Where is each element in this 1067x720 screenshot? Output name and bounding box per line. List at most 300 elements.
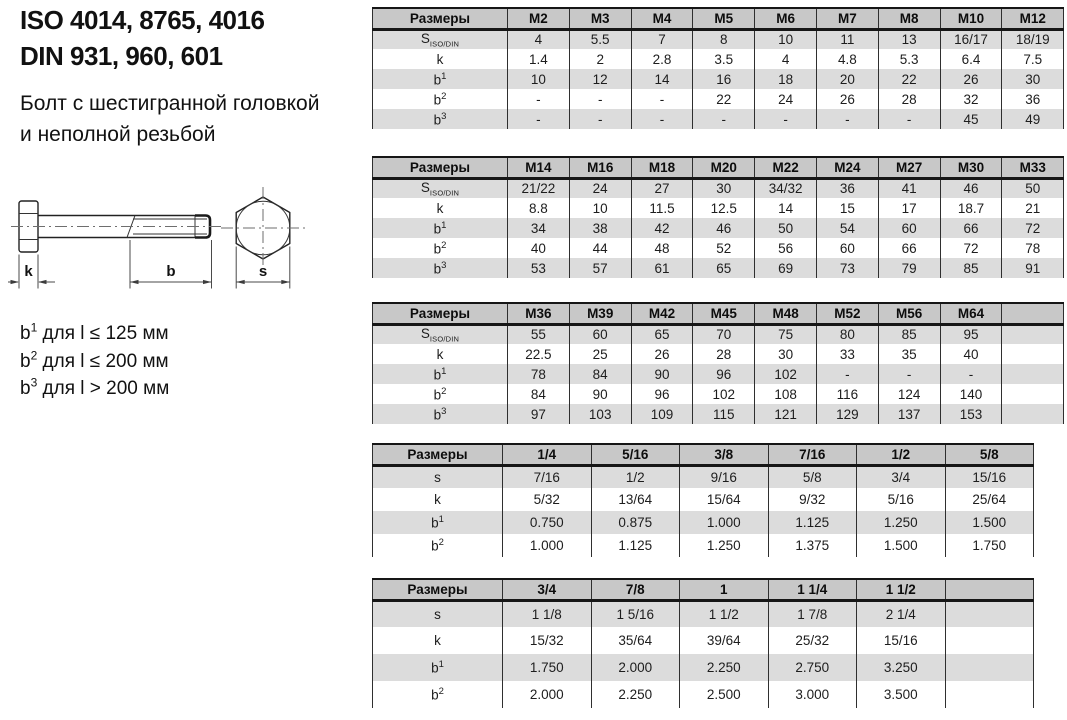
product-description <box>20 88 319 150</box>
row-label: k <box>373 198 508 218</box>
value-cell: 21 <box>1002 198 1064 218</box>
value-cell: - <box>755 109 817 129</box>
value-cell: 91 <box>1002 258 1064 278</box>
value-cell: 1.125 <box>768 511 857 534</box>
value-cell: 97 <box>508 404 570 424</box>
value-cell: 55 <box>508 324 570 344</box>
value-cell: 1.125 <box>591 534 680 557</box>
value-cell: 35 <box>878 344 940 364</box>
table-row <box>373 89 1064 109</box>
value-cell: 66 <box>878 238 940 258</box>
size-column-header: M45 <box>693 303 755 324</box>
value-cell: 129 <box>816 404 878 424</box>
row-label: $b^3$ <box>373 109 508 129</box>
value-cell: 1 1/2 <box>680 600 769 627</box>
value-cell: 60 <box>816 238 878 258</box>
row-label: $b^2$ <box>373 534 503 557</box>
value-cell: 8 <box>693 29 755 49</box>
value-cell: 26 <box>631 344 693 364</box>
arrowhead <box>11 280 20 284</box>
value-cell: 45 <box>940 109 1002 129</box>
value-cell: 48 <box>631 238 693 258</box>
value-cell: 50 <box>1002 178 1064 198</box>
value-cell: 18/19 <box>1002 29 1064 49</box>
value-cell: - <box>631 89 693 109</box>
value-cell: 32 <box>940 89 1002 109</box>
table-metric-m2-m12 <box>372 7 1064 129</box>
value-cell: 69 <box>755 258 817 278</box>
dim-table-metric-m14-m33 <box>372 156 1064 278</box>
value-cell: 60 <box>569 324 631 344</box>
value-cell: 80 <box>816 324 878 344</box>
value-cell: 25/64 <box>945 488 1034 511</box>
thread-length-notes <box>20 320 169 403</box>
dimension-b <box>130 240 212 289</box>
size-column-header: 3/4 <box>503 579 592 600</box>
value-cell: 2.750 <box>768 654 857 681</box>
size-column-header: M18 <box>631 157 693 178</box>
iso-standards-line: ISO 4014, 8765, 4016 <box>20 5 265 35</box>
value-cell: 3.250 <box>857 654 946 681</box>
value-cell: 5/32 <box>503 488 592 511</box>
value-cell: 7 <box>631 29 693 49</box>
size-column-header: M6 <box>755 8 817 29</box>
value-cell: 73 <box>816 258 878 278</box>
value-cell: 30 <box>693 178 755 198</box>
value-cell: - <box>816 364 878 384</box>
table-inch-small <box>372 443 1034 557</box>
value-cell: 102 <box>755 364 817 384</box>
row-label: $b^1$ <box>373 511 503 534</box>
note-line: $b^3$ для l > 200 мм <box>20 375 170 399</box>
value-cell: 57 <box>569 258 631 278</box>
value-cell: 1.750 <box>945 534 1034 557</box>
bolt-side-view <box>11 201 224 252</box>
blank-column-header <box>945 579 1034 600</box>
value-cell: 96 <box>631 384 693 404</box>
value-cell: 84 <box>569 364 631 384</box>
standards-title <box>20 2 264 74</box>
value-cell: 40 <box>508 238 570 258</box>
value-cell: 26 <box>940 69 1002 89</box>
table-row <box>373 404 1064 424</box>
row-label: $b^3$ <box>373 404 508 424</box>
row-label: k <box>373 488 503 511</box>
value-cell: - <box>508 109 570 129</box>
value-cell: 11 <box>816 29 878 49</box>
size-column-header: M10 <box>940 8 1002 29</box>
value-cell: 2.250 <box>680 654 769 681</box>
table-row <box>373 344 1064 364</box>
value-cell: 15/32 <box>503 627 592 654</box>
table-row <box>373 654 1034 681</box>
value-cell: 78 <box>508 364 570 384</box>
bolt-end-view <box>221 187 305 269</box>
value-cell: 2.250 <box>591 681 680 708</box>
value-cell: 4 <box>508 29 570 49</box>
size-column-header: 1 <box>680 579 769 600</box>
table-header-label: Размеры <box>373 8 508 29</box>
table-row <box>373 511 1034 534</box>
dim-b-label: b <box>166 263 176 280</box>
table-row <box>373 109 1064 129</box>
value-cell: 46 <box>693 218 755 238</box>
value-cell: 30 <box>1002 69 1064 89</box>
bolt-drawing-svg <box>8 186 353 304</box>
value-cell: 28 <box>693 344 755 364</box>
value-cell: 34 <box>508 218 570 238</box>
value-cell: 38 <box>569 218 631 238</box>
row-label: $b^1$ <box>373 218 508 238</box>
row-label: $S_{ISO/DIN}$ <box>373 29 508 49</box>
value-cell: 65 <box>631 324 693 344</box>
dimension-k <box>8 255 55 289</box>
value-cell: 1.250 <box>857 511 946 534</box>
value-cell: 3.5 <box>693 49 755 69</box>
value-cell: 30 <box>755 344 817 364</box>
table-row <box>373 465 1034 488</box>
value-cell: 18.7 <box>940 198 1002 218</box>
value-cell: 33 <box>816 344 878 364</box>
arrowhead <box>281 280 290 284</box>
row-label: $b^1$ <box>373 654 503 681</box>
value-cell: 7.5 <box>1002 49 1064 69</box>
dim-s-label: s <box>258 263 268 280</box>
arrowhead <box>38 280 47 284</box>
value-cell: 15/16 <box>857 627 946 654</box>
value-cell: 11.5 <box>631 198 693 218</box>
bolt-technical-drawing <box>8 186 353 304</box>
row-label: $S_{ISO/DIN}$ <box>373 324 508 344</box>
table-header-label: Размеры <box>373 303 508 324</box>
value-cell: 95 <box>940 324 1002 344</box>
arrowhead <box>130 280 139 284</box>
value-cell: - <box>693 109 755 129</box>
value-cell: 53 <box>508 258 570 278</box>
blank-cell <box>945 600 1034 627</box>
size-column-header: M33 <box>1002 157 1064 178</box>
value-cell: 18 <box>755 69 817 89</box>
value-cell: 26 <box>816 89 878 109</box>
value-cell: 39/64 <box>680 627 769 654</box>
value-cell: 70 <box>693 324 755 344</box>
value-cell: 17 <box>878 198 940 218</box>
value-cell: 5.5 <box>569 29 631 49</box>
table-row <box>373 29 1064 49</box>
size-column-header: M14 <box>508 157 570 178</box>
dim-table-metric-m2-m12 <box>372 7 1064 129</box>
value-cell: 34/32 <box>755 178 817 198</box>
value-cell: 121 <box>755 404 817 424</box>
value-cell: 1.000 <box>680 511 769 534</box>
value-cell: 40 <box>940 344 1002 364</box>
value-cell: 96 <box>693 364 755 384</box>
value-cell: 28 <box>878 89 940 109</box>
blank-cell <box>945 654 1034 681</box>
value-cell: 16 <box>693 69 755 89</box>
note-line: $b^1$ для l ≤ 125 мм <box>20 320 169 344</box>
dim-table-metric-m36-m64 <box>372 302 1064 424</box>
value-cell: 22 <box>693 89 755 109</box>
value-cell: - <box>631 109 693 129</box>
value-cell: 10 <box>508 69 570 89</box>
size-column-header: 5/16 <box>591 444 680 465</box>
value-cell: 9/32 <box>768 488 857 511</box>
size-column-header: 1 1/4 <box>768 579 857 600</box>
blank-cell <box>1002 384 1064 404</box>
value-cell: - <box>940 364 1002 384</box>
table-row <box>373 364 1064 384</box>
value-cell: 116 <box>816 384 878 404</box>
table-row <box>373 198 1064 218</box>
value-cell: 72 <box>1002 218 1064 238</box>
table-header-label: Размеры <box>373 444 503 465</box>
blank-cell <box>1002 344 1064 364</box>
size-column-header: M20 <box>693 157 755 178</box>
value-cell: 1.000 <box>503 534 592 557</box>
table-header-label: Размеры <box>373 157 508 178</box>
value-cell: 108 <box>755 384 817 404</box>
size-column-header: 1 1/2 <box>857 579 946 600</box>
dim-table-inch-threequarters-to-oneandhalf <box>372 578 1034 708</box>
value-cell: 1.750 <box>503 654 592 681</box>
value-cell: 27 <box>631 178 693 198</box>
value-cell: 65 <box>693 258 755 278</box>
description-line-2: и неполной резьбой <box>20 123 216 146</box>
value-cell: - <box>569 89 631 109</box>
value-cell: 72 <box>940 238 1002 258</box>
value-cell: 1.4 <box>508 49 570 69</box>
value-cell: 2.000 <box>503 681 592 708</box>
value-cell: 15/16 <box>945 465 1034 488</box>
value-cell: 24 <box>569 178 631 198</box>
size-column-header: M5 <box>693 8 755 29</box>
value-cell: 13 <box>878 29 940 49</box>
value-cell: 103 <box>569 404 631 424</box>
row-label: s <box>373 465 503 488</box>
blank-cell <box>1002 364 1064 384</box>
table-row <box>373 238 1064 258</box>
blank-cell <box>945 627 1034 654</box>
value-cell: 5/8 <box>768 465 857 488</box>
table-row <box>373 49 1064 69</box>
value-cell: 10 <box>569 198 631 218</box>
value-cell: 90 <box>569 384 631 404</box>
value-cell: 54 <box>816 218 878 238</box>
table-row <box>373 534 1034 557</box>
value-cell: 56 <box>755 238 817 258</box>
row-label: $b^3$ <box>373 258 508 278</box>
table-row <box>373 258 1064 278</box>
size-column-header: 5/8 <box>945 444 1034 465</box>
value-cell: 140 <box>940 384 1002 404</box>
size-column-header: M56 <box>878 303 940 324</box>
blank-cell <box>1002 404 1064 424</box>
value-cell: 44 <box>569 238 631 258</box>
value-cell: 8.8 <box>508 198 570 218</box>
arrowhead <box>203 280 212 284</box>
value-cell: 3.000 <box>768 681 857 708</box>
size-column-header: M16 <box>569 157 631 178</box>
table-row <box>373 218 1064 238</box>
value-cell: 79 <box>878 258 940 278</box>
din-standards-line: DIN 931, 960, 601 <box>20 41 223 71</box>
value-cell: 15/64 <box>680 488 769 511</box>
value-cell: 2.000 <box>591 654 680 681</box>
value-cell: 9/16 <box>680 465 769 488</box>
size-column-header: M30 <box>940 157 1002 178</box>
value-cell: 10 <box>755 29 817 49</box>
value-cell: 5.3 <box>878 49 940 69</box>
table-row <box>373 324 1064 344</box>
size-column-header: M3 <box>569 8 631 29</box>
value-cell: 66 <box>940 218 1002 238</box>
blank-column-header <box>1002 303 1064 324</box>
table-row <box>373 600 1034 627</box>
value-cell: 60 <box>878 218 940 238</box>
size-column-header: M12 <box>1002 8 1064 29</box>
table-metric-m36-m64 <box>372 302 1064 424</box>
value-cell: 85 <box>940 258 1002 278</box>
value-cell: 61 <box>631 258 693 278</box>
table-inch-large <box>372 578 1034 708</box>
value-cell: 12.5 <box>693 198 755 218</box>
table-row <box>373 384 1064 404</box>
value-cell: 41 <box>878 178 940 198</box>
value-cell: 124 <box>878 384 940 404</box>
value-cell: - <box>878 109 940 129</box>
value-cell: - <box>878 364 940 384</box>
value-cell: 90 <box>631 364 693 384</box>
value-cell: 1 7/8 <box>768 600 857 627</box>
row-label: $b^2$ <box>373 238 508 258</box>
value-cell: 42 <box>631 218 693 238</box>
table-header-label: Размеры <box>373 579 503 600</box>
value-cell: 13/64 <box>591 488 680 511</box>
value-cell: 102 <box>693 384 755 404</box>
table-row <box>373 627 1034 654</box>
value-cell: 3.500 <box>857 681 946 708</box>
value-cell: 85 <box>878 324 940 344</box>
size-column-header: M2 <box>508 8 570 29</box>
dim-table-inch-quarter-to-fiveeighths <box>372 443 1034 557</box>
value-cell: 36 <box>1002 89 1064 109</box>
size-column-header: M7 <box>816 8 878 29</box>
value-cell: 4 <box>755 49 817 69</box>
size-column-header: M27 <box>878 157 940 178</box>
table-row <box>373 681 1034 708</box>
blank-cell <box>1002 324 1064 344</box>
value-cell: 21/22 <box>508 178 570 198</box>
size-column-header: M64 <box>940 303 1002 324</box>
value-cell: 36 <box>816 178 878 198</box>
value-cell: 4.8 <box>816 49 878 69</box>
value-cell: 2.500 <box>680 681 769 708</box>
value-cell: 5/16 <box>857 488 946 511</box>
value-cell: 137 <box>878 404 940 424</box>
value-cell: 1.500 <box>857 534 946 557</box>
row-label: $b^1$ <box>373 69 508 89</box>
value-cell: 6.4 <box>940 49 1002 69</box>
row-label: $S_{ISO/DIN}$ <box>373 178 508 198</box>
row-label: $b^2$ <box>373 681 503 708</box>
value-cell: 16/17 <box>940 29 1002 49</box>
row-label: $b^2$ <box>373 89 508 109</box>
value-cell: 46 <box>940 178 1002 198</box>
value-cell: 49 <box>1002 109 1064 129</box>
value-cell: 75 <box>755 324 817 344</box>
value-cell: 153 <box>940 404 1002 424</box>
value-cell: - <box>508 89 570 109</box>
value-cell: 2 1/4 <box>857 600 946 627</box>
value-cell: 115 <box>693 404 755 424</box>
value-cell: 15 <box>816 198 878 218</box>
value-cell: 20 <box>816 69 878 89</box>
size-column-header: M48 <box>755 303 817 324</box>
value-cell: 25 <box>569 344 631 364</box>
value-cell: 78 <box>1002 238 1064 258</box>
value-cell: 50 <box>755 218 817 238</box>
value-cell: 12 <box>569 69 631 89</box>
table-row <box>373 69 1064 89</box>
value-cell: 1 1/8 <box>503 600 592 627</box>
value-cell: 109 <box>631 404 693 424</box>
row-label: $b^2$ <box>373 384 508 404</box>
value-cell: 25/32 <box>768 627 857 654</box>
value-cell: 1.250 <box>680 534 769 557</box>
table-row <box>373 488 1034 511</box>
blank-cell <box>945 681 1034 708</box>
value-cell: - <box>816 109 878 129</box>
row-label: k <box>373 344 508 364</box>
arrowhead <box>236 280 245 284</box>
size-column-header: M52 <box>816 303 878 324</box>
value-cell: 0.750 <box>503 511 592 534</box>
size-column-header: 1/2 <box>857 444 946 465</box>
value-cell: 22 <box>878 69 940 89</box>
size-column-header: M39 <box>569 303 631 324</box>
value-cell: 1.500 <box>945 511 1034 534</box>
value-cell: 3/4 <box>857 465 946 488</box>
size-column-header: M22 <box>755 157 817 178</box>
note-line: $b^2$ для l ≤ 200 мм <box>20 348 169 372</box>
row-label: $b^1$ <box>373 364 508 384</box>
size-column-header: 3/8 <box>680 444 769 465</box>
value-cell: 22.5 <box>508 344 570 364</box>
value-cell: 1.375 <box>768 534 857 557</box>
value-cell: 7/16 <box>503 465 592 488</box>
size-column-header: 7/16 <box>768 444 857 465</box>
value-cell: 1 5/16 <box>591 600 680 627</box>
value-cell: 0.875 <box>591 511 680 534</box>
row-label: k <box>373 627 503 654</box>
table-metric-m14-m33 <box>372 156 1064 278</box>
size-column-header: 1/4 <box>503 444 592 465</box>
value-cell: 14 <box>755 198 817 218</box>
size-column-header: M24 <box>816 157 878 178</box>
value-cell: 35/64 <box>591 627 680 654</box>
description-line-1: Болт с шестигранной головкой <box>20 92 320 115</box>
value-cell: 1/2 <box>591 465 680 488</box>
value-cell: 14 <box>631 69 693 89</box>
value-cell: - <box>569 109 631 129</box>
size-column-header: M36 <box>508 303 570 324</box>
row-label: k <box>373 49 508 69</box>
row-label: s <box>373 600 503 627</box>
size-column-header: M8 <box>878 8 940 29</box>
value-cell: 2.8 <box>631 49 693 69</box>
size-column-header: 7/8 <box>591 579 680 600</box>
